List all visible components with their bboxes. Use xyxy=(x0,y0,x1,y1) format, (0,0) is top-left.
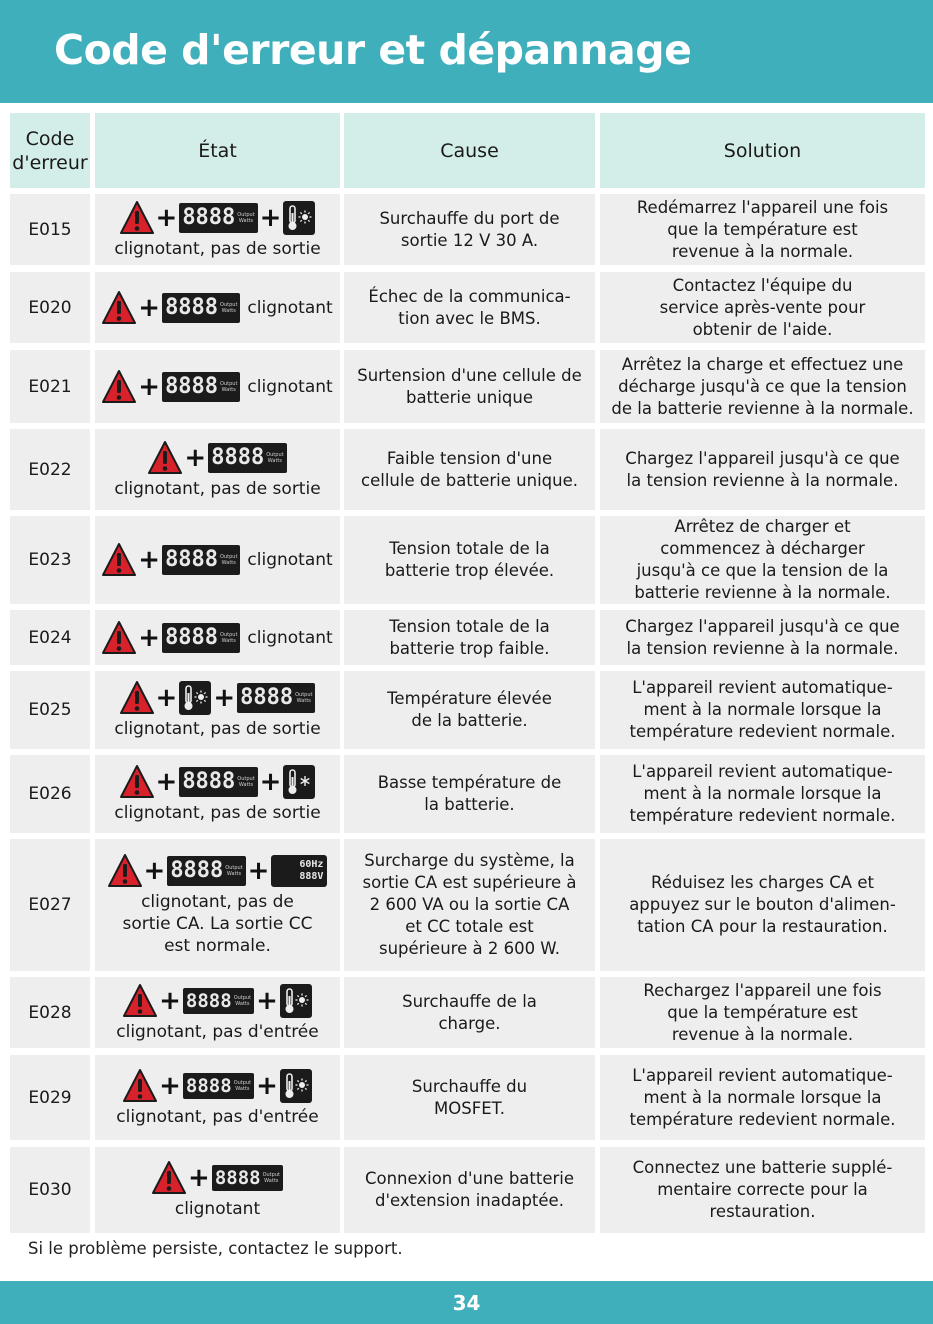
solution-cell xyxy=(600,977,925,1048)
header-code-text: Code d'erreur xyxy=(12,127,88,174)
plus-sign: + xyxy=(188,1163,210,1193)
lcd-output-display-icon xyxy=(162,545,240,575)
lcd-output-label: Output xyxy=(233,994,252,1001)
state-indicator-icons xyxy=(120,680,316,716)
solution-cell xyxy=(600,1147,925,1233)
warning-triangle-icon xyxy=(108,853,142,889)
state-text: clignotant, pas de sortie xyxy=(114,478,321,499)
warning-triangle-icon xyxy=(120,764,154,800)
state-indicator-icons xyxy=(120,200,316,236)
lcd-digits: 8888 xyxy=(165,624,219,650)
warning-triangle-icon xyxy=(152,1160,186,1196)
plus-sign: + xyxy=(155,767,178,797)
plus-sign: + xyxy=(143,856,166,886)
state-cell xyxy=(95,839,340,971)
state-indicator-icons xyxy=(120,764,316,800)
page-header xyxy=(0,0,933,103)
state-indicator-icons xyxy=(102,290,332,326)
lcd-watts-label: Watts xyxy=(267,457,282,464)
state-text: clignotant, pas de sortie xyxy=(114,238,321,259)
error-code-cell xyxy=(10,610,90,665)
error-code-cell xyxy=(10,755,90,833)
error-code-cell xyxy=(10,272,90,343)
solution-cell-text: Chargez l'appareil jusqu'à ce que la tension revienne à la normale. xyxy=(625,616,900,658)
plus-sign: + xyxy=(184,442,207,473)
lcd-watts-label: Watts xyxy=(221,637,236,644)
solution-cell xyxy=(600,350,925,423)
lcd-watts-label: Watts xyxy=(264,1178,279,1184)
header-code xyxy=(10,113,90,188)
lcd-digits: 8888 xyxy=(182,204,236,230)
solution-cell-text: L'appareil revient automatique- ment à la normale lorsque la température redevient normale. xyxy=(629,678,896,741)
footnote: Si le problème persiste, contactez le support. xyxy=(28,1239,403,1258)
lcd-output-label: Output xyxy=(237,776,255,782)
state-text: clignotant, pas d'entrée xyxy=(116,1021,319,1042)
plus-sign: + xyxy=(256,985,278,1016)
frequency-voltage-display-icon xyxy=(271,855,327,887)
cause-cell xyxy=(344,350,595,423)
lcd-digits: 8888 xyxy=(182,769,236,794)
cause-cell-text: Basse température de la batterie. xyxy=(377,773,562,814)
solution-cell xyxy=(600,671,925,749)
cause-cell xyxy=(344,272,595,343)
error-code-cell-text: E015 xyxy=(28,219,72,240)
state-text: clignotant, pas de sortie xyxy=(114,803,321,823)
state-indicator-icons xyxy=(123,1068,312,1104)
warning-triangle-icon xyxy=(120,200,154,236)
page-title: Code d'erreur et dépannage xyxy=(54,26,692,74)
lcd-output-label: Output xyxy=(220,380,238,387)
error-code-cell xyxy=(10,1055,90,1140)
plus-sign: + xyxy=(247,856,270,886)
error-code-cell-text: E030 xyxy=(28,1180,72,1200)
header-state xyxy=(95,113,340,188)
solution-cell xyxy=(600,755,925,833)
error-code-cell xyxy=(10,350,90,423)
cause-cell-text: Surtension d'une cellule de batterie unique xyxy=(357,365,582,407)
state-indicator-icons xyxy=(102,542,332,578)
error-code-cell-text: E021 xyxy=(28,376,72,397)
lcd-watts-label: Watts xyxy=(296,698,311,704)
lcd-output-label: Output xyxy=(220,554,238,560)
state-cell xyxy=(95,977,340,1048)
state-indicator-icons xyxy=(108,853,328,889)
cause-cell xyxy=(344,194,595,265)
lcd-output-label: Output xyxy=(266,451,284,458)
lcd-watts-label: Watts xyxy=(221,386,236,393)
state-cell xyxy=(95,429,340,510)
solution-cell xyxy=(600,839,925,971)
state-cell xyxy=(95,516,340,604)
hz-readout: 60Hz xyxy=(299,859,324,870)
lcd-output-display-icon xyxy=(162,293,240,323)
header-solution-text: Solution xyxy=(723,139,802,162)
lcd-output-label: Output xyxy=(295,692,313,698)
cause-cell-text: Échec de la communica- tion avec le BMS. xyxy=(368,286,571,328)
page-footer xyxy=(0,1281,933,1324)
cause-cell xyxy=(344,429,595,510)
solution-cell-text: Réduisez les charges CA et appuyez sur le bouton d'alimen- tation CA pour la restauration. xyxy=(629,873,896,936)
lcd-output-display-icon xyxy=(208,443,286,473)
lcd-digits: 8888 xyxy=(185,989,232,1012)
error-code-cell xyxy=(10,977,90,1048)
lcd-output-display-icon xyxy=(167,856,245,886)
state-cell xyxy=(95,350,340,423)
error-code-cell xyxy=(10,1147,90,1233)
state-indicator-icons xyxy=(123,983,312,1019)
state-cell xyxy=(95,610,340,665)
solution-cell xyxy=(600,1055,925,1140)
error-code-cell xyxy=(10,671,90,749)
plus-sign: + xyxy=(259,767,282,797)
error-code-cell-text: E024 xyxy=(28,627,72,648)
cause-cell xyxy=(344,1055,595,1140)
thermometer-sun-icon xyxy=(280,1069,312,1103)
lcd-output-label: Output xyxy=(233,1079,252,1086)
cause-cell xyxy=(344,755,595,833)
lcd-watts-label: Watts xyxy=(226,871,242,877)
warning-triangle-icon xyxy=(123,983,157,1019)
lcd-output-label: Output xyxy=(220,631,238,638)
header-state-text: État xyxy=(198,139,237,162)
lcd-output-label: Output xyxy=(262,1172,280,1178)
plus-sign: + xyxy=(259,202,282,233)
lcd-digits: 8888 xyxy=(214,1167,261,1189)
solution-cell-text: Arrêtez la charge et effectuez une décharge jusqu'à ce que la tension de la batterie revienne à la normale. xyxy=(611,354,914,418)
cause-cell xyxy=(344,610,595,665)
state-indicator-icons xyxy=(102,620,332,656)
lcd-output-label: Output xyxy=(225,865,243,871)
lcd-output-display-icon xyxy=(179,203,257,233)
state-text: clignotant xyxy=(247,376,333,397)
cause-cell-text: Tension totale de la batterie trop faible. xyxy=(389,616,550,658)
plus-sign: + xyxy=(138,622,161,653)
solution-cell xyxy=(600,610,925,665)
cause-cell-text: Connexion d'une batterie d'extension inadaptée. xyxy=(364,1169,575,1210)
state-cell xyxy=(95,671,340,749)
solution-cell xyxy=(600,516,925,604)
cause-cell-text: Température élevée de la batterie. xyxy=(387,689,552,730)
state-text: clignotant xyxy=(247,297,333,318)
state-indicator-icons xyxy=(152,1160,283,1196)
plus-sign: + xyxy=(155,202,178,233)
solution-cell-text: Rechargez l'appareil une fois que la température est revenue à la normale. xyxy=(643,980,882,1044)
cause-cell xyxy=(344,671,595,749)
cause-cell xyxy=(344,977,595,1048)
state-cell xyxy=(95,755,340,833)
warning-triangle-icon xyxy=(102,542,136,578)
state-text: clignotant xyxy=(247,550,333,570)
solution-cell xyxy=(600,429,925,510)
thermometer-snowflake-icon xyxy=(283,765,315,799)
error-code-cell xyxy=(10,429,90,510)
lcd-digits: 8888 xyxy=(240,685,294,710)
solution-cell-text: L'appareil revient automatique- ment à la normale lorsque la température redevient normale. xyxy=(629,1065,896,1129)
plus-sign: + xyxy=(159,985,181,1016)
cause-cell xyxy=(344,516,595,604)
plus-sign: + xyxy=(138,292,161,323)
plus-sign: + xyxy=(138,371,161,402)
solution-cell-text: Contactez l'équipe du service après-vente pour obtenir de l'aide. xyxy=(659,275,866,339)
error-code-cell xyxy=(10,194,90,265)
warning-triangle-icon xyxy=(120,680,154,716)
error-code-cell-text: E027 xyxy=(28,895,72,915)
cause-cell-text: Surchauffe de la charge. xyxy=(402,991,537,1033)
thermometer-sun-icon xyxy=(280,984,312,1018)
solution-cell-text: Connectez une batterie supplé- mentaire correcte pour la restauration. xyxy=(632,1158,893,1221)
state-cell xyxy=(95,1147,340,1233)
cause-cell xyxy=(344,839,595,971)
cause-cell xyxy=(344,1147,595,1233)
plus-sign: + xyxy=(155,683,178,713)
state-indicator-icons xyxy=(148,440,286,476)
error-code-cell-text: E025 xyxy=(28,700,72,720)
warning-triangle-icon xyxy=(123,1068,157,1104)
cause-cell-text: Surchauffe du MOSFET. xyxy=(411,1076,528,1118)
error-code-cell-text: E023 xyxy=(28,550,72,570)
thermometer-sun-icon xyxy=(283,201,315,235)
state-cell xyxy=(95,272,340,343)
solution-cell-text: L'appareil revient automatique- ment à la normale lorsque la température redevient normale. xyxy=(629,762,896,825)
lcd-output-display-icon xyxy=(237,683,315,713)
state-indicator-icons xyxy=(102,369,332,405)
state-text: clignotant xyxy=(247,627,333,648)
warning-triangle-icon xyxy=(102,620,136,656)
lcd-output-label: Output xyxy=(220,301,238,308)
lcd-digits: 8888 xyxy=(185,1074,232,1097)
lcd-watts-label: Watts xyxy=(238,217,254,224)
lcd-watts-label: Watts xyxy=(221,307,236,314)
lcd-watts-label: Watts xyxy=(235,1085,250,1092)
volt-readout: 888V xyxy=(299,871,324,882)
state-cell xyxy=(95,1055,340,1140)
lcd-output-display-icon xyxy=(162,623,240,653)
header-cause xyxy=(344,113,595,188)
error-code-cell-text: E026 xyxy=(28,784,72,804)
state-text: clignotant, pas de sortie xyxy=(114,719,321,739)
thermometer-sun-icon xyxy=(179,681,211,715)
cause-cell-text: Tension totale de la batterie trop élevée. xyxy=(384,539,555,580)
lcd-output-display-icon xyxy=(162,372,240,402)
lcd-output-display-icon xyxy=(179,767,257,797)
cause-cell-text: Surcharge du système, la sortie CA est supérieure à 2 600 VA ou la sortie CA et CC totale est supérieure à 2 600 W. xyxy=(362,851,577,958)
warning-triangle-icon xyxy=(148,440,182,476)
lcd-digits: 8888 xyxy=(211,444,265,470)
lcd-output-display-icon xyxy=(183,1073,254,1099)
lcd-digits: 8888 xyxy=(165,294,219,320)
lcd-watts-label: Watts xyxy=(238,782,254,788)
plus-sign: + xyxy=(138,545,161,575)
warning-triangle-icon xyxy=(102,290,136,326)
error-code-cell-text: E029 xyxy=(28,1087,72,1108)
error-code-cell-text: E020 xyxy=(28,297,72,318)
lcd-watts-label: Watts xyxy=(221,560,236,566)
state-cell xyxy=(95,194,340,265)
lcd-output-label: Output xyxy=(237,211,255,218)
lcd-output-display-icon xyxy=(183,988,254,1014)
cause-cell-text: Surchauffe du port de sortie 12 V 30 A. xyxy=(379,208,560,250)
cause-cell-text: Faible tension d'une cellule de batterie unique. xyxy=(361,448,578,490)
plus-sign: + xyxy=(213,683,236,713)
lcd-digits: 8888 xyxy=(165,547,219,572)
solution-cell xyxy=(600,272,925,343)
header-solution xyxy=(600,113,925,188)
page-number: 34 xyxy=(452,1290,481,1315)
error-code-cell xyxy=(10,516,90,604)
solution-cell-text: Arrêtez de charger et commencez à décharger jusqu'à ce que la tension de la batterie revienne à la normale. xyxy=(634,517,891,602)
error-code-cell-text: E022 xyxy=(28,459,72,480)
error-code-cell-text: E028 xyxy=(28,1002,72,1023)
state-text: clignotant, pas de sortie CA. La sortie CC est normale. xyxy=(122,892,313,956)
warning-triangle-icon xyxy=(102,369,136,405)
state-text: clignotant, pas d'entrée xyxy=(116,1106,319,1127)
solution-cell-text: Chargez l'appareil jusqu'à ce que la tension revienne à la normale. xyxy=(625,448,900,490)
lcd-watts-label: Watts xyxy=(235,1000,250,1007)
plus-sign: + xyxy=(256,1070,278,1101)
solution-cell xyxy=(600,194,925,265)
state-text: clignotant xyxy=(174,1199,261,1219)
lcd-digits: 8888 xyxy=(165,373,219,399)
plus-sign: + xyxy=(159,1070,181,1101)
lcd-output-display-icon xyxy=(212,1165,283,1191)
lcd-digits: 8888 xyxy=(170,858,224,883)
error-code-cell xyxy=(10,839,90,971)
header-cause-text: Cause xyxy=(440,139,499,162)
solution-cell-text: Redémarrez l'appareil une fois que la température est revenue à la normale. xyxy=(636,197,889,261)
